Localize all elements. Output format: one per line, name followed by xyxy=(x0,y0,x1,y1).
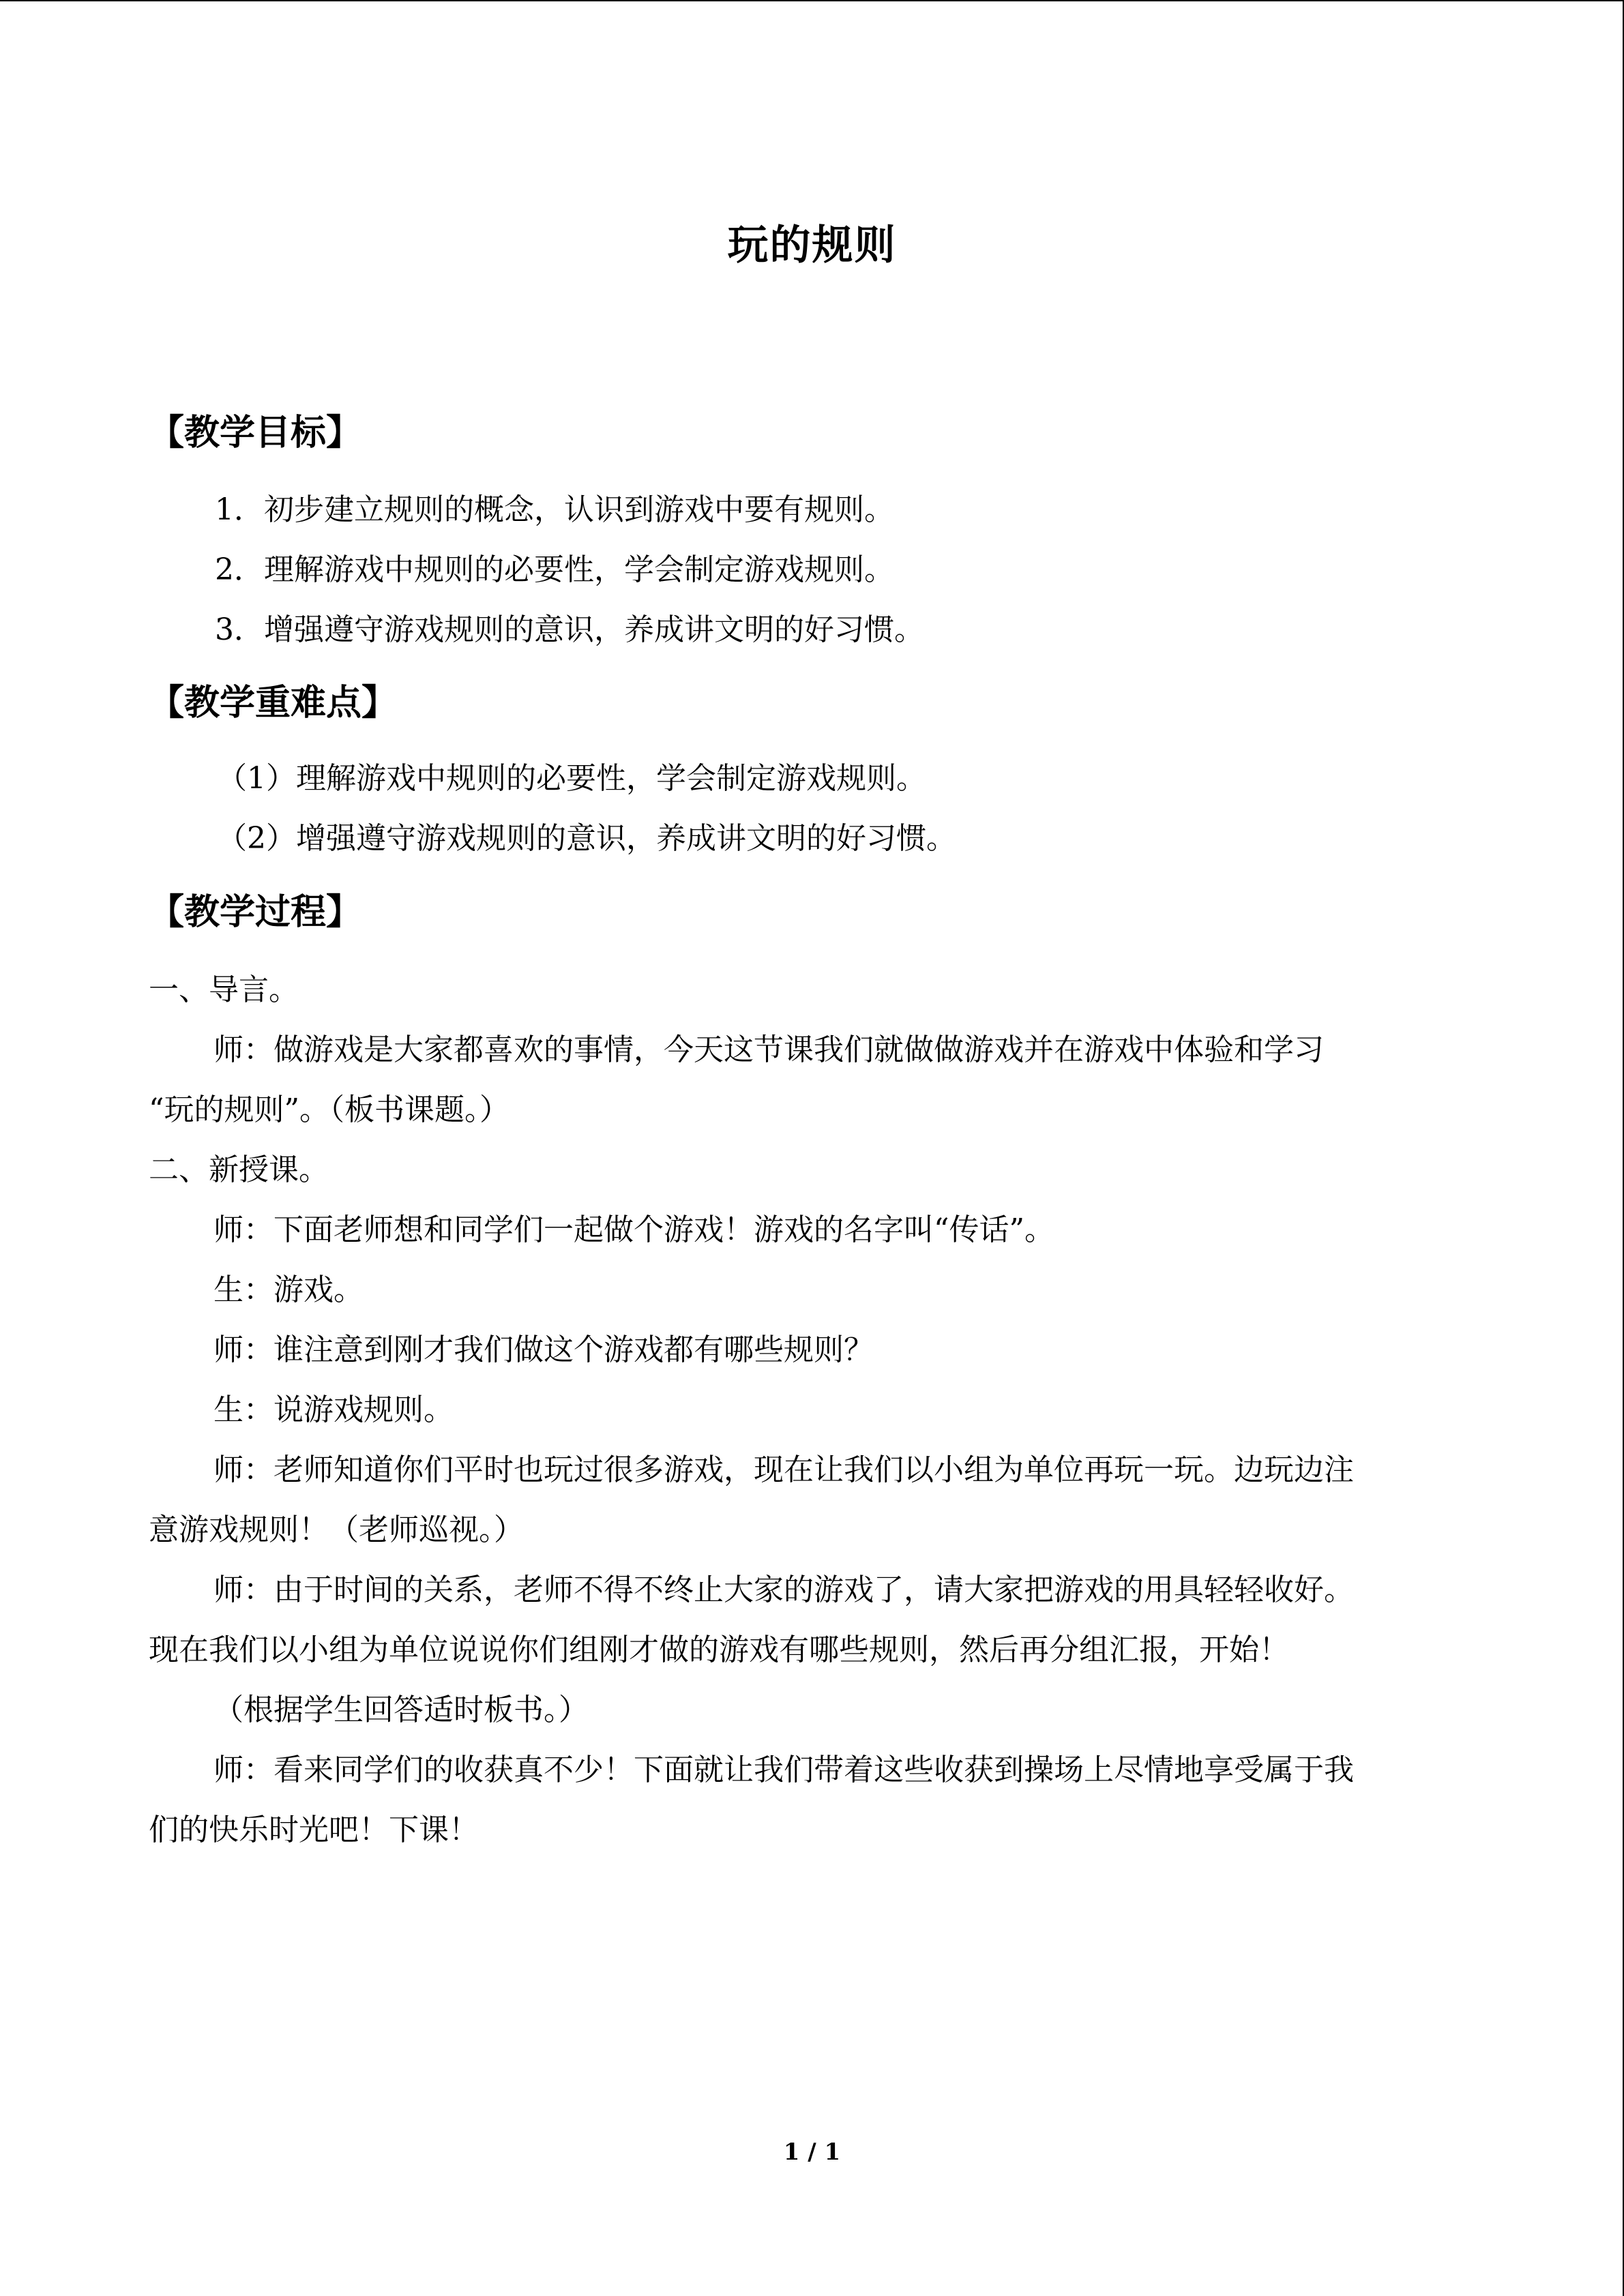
process-line: “玩的规则”。（板书课题。） xyxy=(149,1092,510,1127)
objective-item: 1．初步建立规则的概念，认识到游戏中要有规则。 xyxy=(215,492,894,527)
section-heading-process: 【教学过程】 xyxy=(149,892,362,933)
objective-item: 2．理解游戏中规则的必要性，学会制定游戏规则。 xyxy=(215,552,894,587)
document-title: 玩的规则 xyxy=(727,222,897,269)
process-line: （根据学生回答适时板书。） xyxy=(213,1693,589,1727)
process-line: 二、新授课。 xyxy=(149,1152,329,1187)
section-heading-objectives: 【教学目标】 xyxy=(149,413,362,453)
process-line: 师：老师知道你们平时也玩过很多游戏，现在让我们以小组为单位再玩一玩。边玩边注 xyxy=(213,1452,1354,1487)
key-point-item: （1）理解游戏中规则的必要性，学会制定游戏规则。 xyxy=(217,761,926,796)
process-line: 师：谁注意到刚才我们做这个游戏都有哪些规则？ xyxy=(213,1332,874,1367)
process-line: 现在我们以小组为单位说说你们组刚才做的游戏有哪些规则，然后再分组汇报，开始！ xyxy=(149,1632,1289,1667)
section-heading-key-points: 【教学重难点】 xyxy=(149,683,398,724)
process-line: 师：下面老师想和同学们一起做个游戏！游戏的名字叫“传话”。 xyxy=(213,1212,1054,1247)
process-line: 生：游戏。 xyxy=(213,1272,364,1307)
key-point-item: （2）增强遵守游戏规则的意识，养成讲文明的好习惯。 xyxy=(217,821,956,856)
process-line: 师：看来同学们的收获真不少！下面就让我们带着这些收获到操场上尽情地享受属于我 xyxy=(213,1753,1354,1787)
process-line: 一、导言。 xyxy=(149,972,299,1007)
process-line: 生：说游戏规则。 xyxy=(213,1392,454,1427)
process-line: 们的快乐时光吧！下课！ xyxy=(149,1813,479,1847)
page-number: 1 / 1 xyxy=(783,2138,841,2166)
process-line: 师：由于时间的关系，老师不得不终止大家的游戏了，请大家把游戏的用具轻轻收好。 xyxy=(213,1572,1354,1607)
process-line: 师：做游戏是大家都喜欢的事情，今天这节课我们就做做游戏并在游戏中体验和学习 xyxy=(213,1032,1324,1067)
process-line: 意游戏规则！（老师巡视。） xyxy=(149,1512,524,1547)
objective-item: 3．增强遵守游戏规则的意识，养成讲文明的好习惯。 xyxy=(215,612,924,647)
